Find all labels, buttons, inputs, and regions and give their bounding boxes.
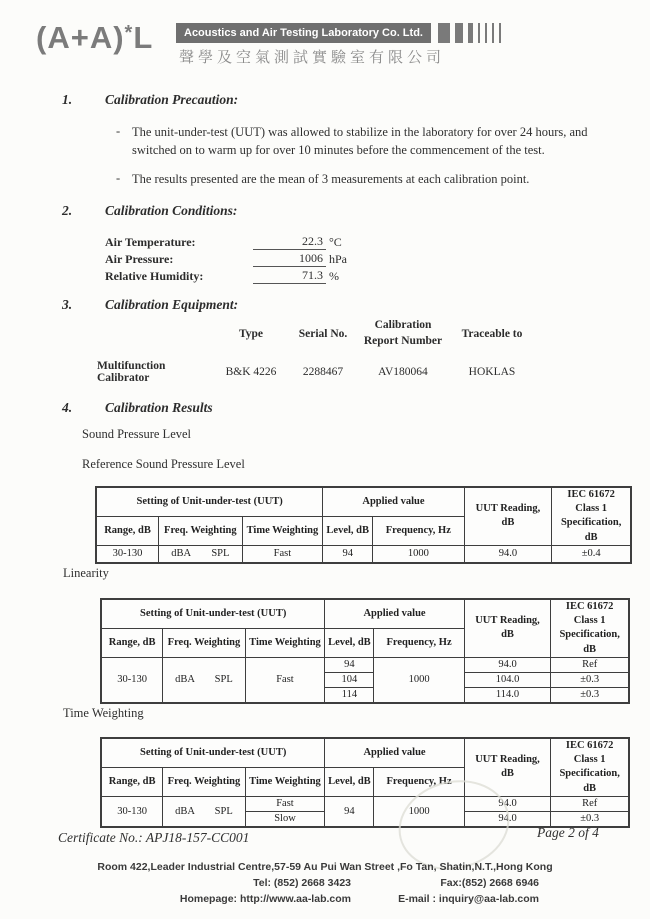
iec-spec-line2: Specification, dB [559,768,620,794]
logo-text-post: L [133,20,154,55]
spec-value: Ref [551,657,629,672]
section4-title: Calibration Results [105,400,213,415]
equipment-name: Multifunction Calibrator [97,360,166,384]
freq-weighting-spl: SPL [214,674,233,686]
freq-weighting-value [159,545,242,563]
section2-title: Calibration Conditions: [105,203,238,218]
homepage-email-line [85,892,565,908]
page-number: Page 2 of 4 [537,825,599,840]
iec-spec-line2: Specification, dB [560,517,622,543]
range-value: 30-130 [96,545,159,563]
table-header-frequency: Frequency, Hz [373,516,464,545]
relative-humidity-value: 71.3 [253,268,326,284]
table-header-frequency: Frequency, Hz [374,628,464,657]
banner-bar [468,23,473,43]
table-header-time-weighting: Time Weighting [245,628,325,657]
bullet-dash: - [116,124,121,138]
range-value: 30-130 [101,657,163,703]
air-temperature-unit: °C [329,235,342,249]
freq-weighting-spl: SPL [211,548,230,560]
banner-bar [485,23,487,43]
homepage-url: Homepage: http://www.aa-lab.com [179,892,351,905]
spec-value: Ref [551,796,629,811]
section1-number: 1. [62,92,73,107]
equipment-header-traceable: Traceable to [461,328,523,340]
uut-reading-value: 94.0 [464,545,552,563]
table-header-setting: Setting of Unit-under-test (UUT) [101,738,325,767]
email-address: E-mail : inquiry@aa-lab.com [398,892,539,905]
relative-humidity-label: Relative Humidity: [105,269,204,283]
uut-reading-line1: UUT Reading, [475,615,540,627]
banner-bars-decoration [438,23,506,43]
company-banner [176,23,506,43]
condition-row [105,268,385,284]
table-header-freq-weighting: Freq. Weighting [159,516,242,545]
spec-value: ±0.3 [551,672,629,687]
tel-fax-line [85,876,565,892]
freq-weighting-dba: dBA [175,805,195,817]
time-weighting-value: Fast [245,657,325,703]
section4-number: 4. [62,400,73,415]
section3-title: Calibration Equipment: [105,297,239,312]
iec-spec-line1: IEC 61672 Class 1 [565,740,614,766]
freq-weighting-value [163,796,245,827]
freq-weighting-value [163,657,245,703]
condition-row [105,234,385,250]
banner-bar [499,23,501,43]
precaution-bullet-1: The unit-under-test (UUT) was allowed to stabilize in the laboratory for over 24 hours, and switched on to warm up for over 10 minutes before the commencement of the test. [132,125,588,157]
table-row [101,657,629,672]
uut-reading-value: 114.0 [464,687,551,703]
table-header-time-weighting: Time Weighting [242,516,323,545]
company-name-english: Acoustics and Air Testing Laboratory Co. Ltd. [176,23,431,43]
level-value: 114 [325,687,374,703]
equipment-header-row [97,318,537,350]
relative-humidity-unit: % [329,269,339,283]
uut-reading-line1: UUT Reading, [475,754,540,766]
iec-spec-line1: IEC 61672 Class 1 [567,489,615,515]
equipment-header-serial: Serial No. [298,328,348,340]
table-header-uut-reading [464,487,552,545]
level-value: 104 [325,672,374,687]
table-header-uut-reading [464,599,551,657]
time-weighting-value: Fast [242,545,323,563]
table-header-setting: Setting of Unit-under-test (UUT) [96,487,323,516]
uut-reading-line2: dB [501,768,514,780]
air-temperature-label: Air Temperature: [105,235,196,249]
spec-value: ±0.4 [552,545,631,563]
table-header-range: Range, dB [101,628,163,657]
table-header-level: Level, dB [325,767,374,796]
section3-number: 3. [62,297,73,312]
address-line: Room 422,Leader Industrial Centre,57-59 Au Pui Wan Street ,Fo Tan, Shatin,N.T.,Hong Kong [97,861,553,873]
uut-reading-value: 94.0 [464,796,551,811]
level-value: 94 [323,545,373,563]
equipment-report-number: AV180064 [378,365,428,378]
table-header-level: Level, dB [325,628,374,657]
uut-reading-line2: dB [501,629,514,641]
table-header-applied: Applied value [323,487,464,516]
uut-reading-value: 94.0 [464,811,551,827]
uut-reading-line2: dB [501,517,515,529]
uut-reading-value: 94.0 [464,657,551,672]
equipment-traceable: HOKLAS [468,366,516,378]
fax-number: Fax:(852) 2668 6946 [440,876,539,889]
time-weighting-value: Slow [245,811,325,827]
equipment-header-report-line2: Report Number [363,335,443,347]
spec-value: ±0.3 [551,687,629,703]
company-logo [36,20,153,56]
banner-bar [492,23,494,43]
table-header-applied: Applied value [325,738,464,767]
linearity-label: Linearity [63,566,109,580]
equipment-data-row [97,360,537,384]
uut-reading-value: 104.0 [464,672,551,687]
frequency-value: 1000 [374,657,464,703]
air-pressure-value: 1006 [253,251,326,267]
banner-bar [478,23,480,43]
logo-text-pre: (A+A) [36,20,125,55]
air-pressure-unit: hPa [329,252,347,266]
table-header-range: Range, dB [96,516,159,545]
linearity-table [100,598,630,704]
equipment-serial: 2288467 [302,366,344,378]
uut-reading-line1: UUT Reading, [475,503,541,515]
reference-spl-table [95,486,632,564]
equipment-table [97,318,537,384]
iec-spec-line2: Specification, dB [559,629,620,655]
banner-bar [438,23,450,43]
table-header-freq-weighting: Freq. Weighting [163,767,245,796]
logo-asterisk: * [124,22,134,44]
table-header-time-weighting: Time Weighting [245,767,325,796]
freq-weighting-dba: dBA [175,674,195,686]
table-row [96,545,631,563]
time-weighting-value: Fast [245,796,325,811]
table-header-range: Range, dB [101,767,163,796]
sound-pressure-level-label: Sound Pressure Level [82,427,192,441]
company-name-chinese: 聲學及空氣測試實驗室有限公司 [179,50,446,66]
table-row [101,796,629,811]
frequency-value: 1000 [374,796,464,827]
certificate-number: Certificate No.: APJ18-157-CC001 [58,830,250,845]
time-weighting-label: Time Weighting [63,706,144,720]
time-weighting-table [100,737,630,828]
section2-number: 2. [62,203,73,218]
banner-bar [455,23,463,43]
level-value: 94 [325,796,374,827]
air-temperature-value: 22.3 [253,234,326,250]
equipment-header-type: Type [238,328,264,340]
table-header-iec-spec [551,738,629,796]
section1-title: Calibration Precaution: [105,92,239,107]
freq-weighting-spl: SPL [214,805,233,817]
table-header-iec-spec [552,487,631,545]
equipment-header-report [359,318,447,349]
table-header-freq-weighting: Freq. Weighting [163,628,245,657]
precaution-bullet-2: The results presented are the mean of 3 measurements at each calibration point. [132,172,530,186]
freq-weighting-dba: dBA [171,548,192,560]
table-header-level: Level, dB [323,516,373,545]
table-header-iec-spec [551,599,629,657]
footer-address-block [85,860,565,907]
level-value: 94 [325,657,374,672]
reference-spl-label: Reference Sound Pressure Level [82,457,245,471]
condition-row [105,251,385,267]
spec-value: ±0.3 [551,811,629,827]
table-header-applied: Applied value [325,599,464,628]
equipment-header-report-line1: Calibration [374,319,432,332]
bullet-dash: - [116,171,121,185]
air-pressure-label: Air Pressure: [105,252,174,266]
table-header-setting: Setting of Unit-under-test (UUT) [101,599,325,628]
frequency-value: 1000 [373,545,464,563]
range-value: 30-130 [101,796,163,827]
iec-spec-line1: IEC 61672 Class 1 [565,601,614,627]
equipment-type: B&K 4226 [225,366,277,378]
table-header-frequency: Frequency, Hz [374,767,464,796]
tel-number: Tel: (852) 2668 3423 [253,876,351,889]
